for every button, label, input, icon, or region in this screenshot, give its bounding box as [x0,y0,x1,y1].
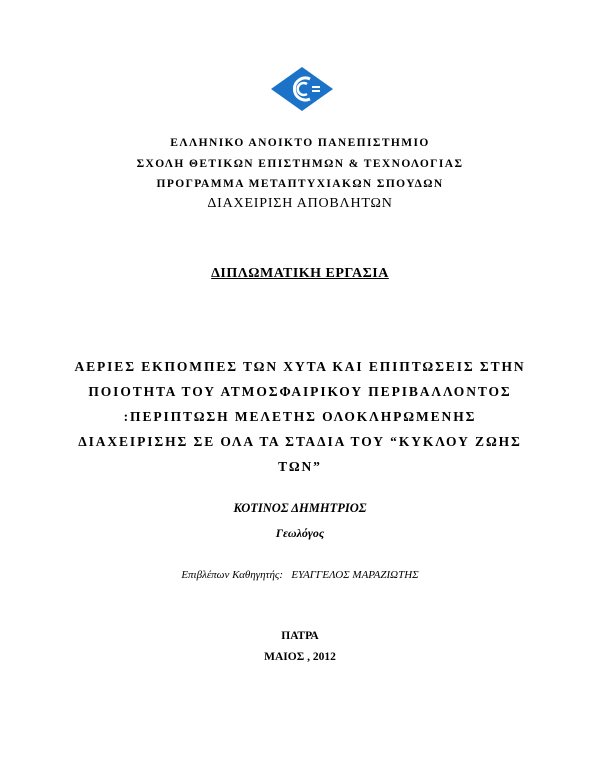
thesis-title-line: ΑΕΡΙΕΣ ΕΚΠΟΜΠΕΣ ΤΩΝ ΧΥΤΑ ΚΑΙ ΕΠΙΠΤΩΣΕΙΣ ΣΤΗΝ [74,359,526,374]
place: ΠΑΤΡΑ [281,630,319,642]
thesis-title-line: :ΠΕΡΙΠΤΩΣΗ ΜΕΛΕΤΗΣ ΟΛΟΚΛΗΡΩΜΕΝΗΣ [123,409,477,424]
document-type: ΔΙΠΛΩΜΑΤΙΚΗ ΕΡΓΑΣΙΑ [211,266,389,281]
university-name: ΕΛΛΗΝΙΚΟ ΑΝΟΙΚΤΟ ΠΑΝΕΠΙΣΤΗΜΙΟ [170,137,430,149]
date: ΜΑΙΟΣ , 2012 [264,651,336,663]
author-name: ΚΟΤΙΝΟΣ ΔΗΜΗΤΡΙΟΣ [233,501,367,515]
school-name: ΣΧΟΛΗ ΘΕΤΙΚΩΝ ΕΠΙΣΤΗΜΩΝ & ΤΕΧΝΟΛΟΓΙΑΣ [136,158,464,170]
supervisor-label: Επιβλέπων Καθηγητής: [181,569,284,581]
thesis-title-line: ΔΙΑΧΕΙΡΙΣΗΣ ΣΕ ΟΛΑ ΤΑ ΣΤΑΔΙΑ ΤΟΥ “ΚΥΚΛΟΥ ΖΩΗΣ [78,434,522,449]
program-title: ΠΡΟΓΡΑΜΜΑ ΜΕΤΑΠΤΥΧΙΑΚΩΝ ΣΠΟΥΔΩΝ [156,178,444,190]
thesis-title-line: ΠΟΙΟΤΗΤΑ ΤΟΥ ΑΤΜΟΣΦΑΙΡΙΚΟΥ ΠΕΡΙΒΑΛΛΟΝΤΟΣ [88,384,512,399]
supervisor [0,569,600,581]
supervisor-name: ΕΥΑΓΓΕΛΟΣ ΜΑΡΑΖΙΩΤΗΣ [291,569,419,581]
university-logo-icon [270,66,334,112]
thesis-title-line: ΤΩΝ” [278,459,322,474]
author-profession: Γεωλόγος [275,526,325,540]
program-name: ΔΙΑΧΕΙΡΙΣΗ ΑΠΟΒΛΗΤΩΝ [207,196,393,211]
